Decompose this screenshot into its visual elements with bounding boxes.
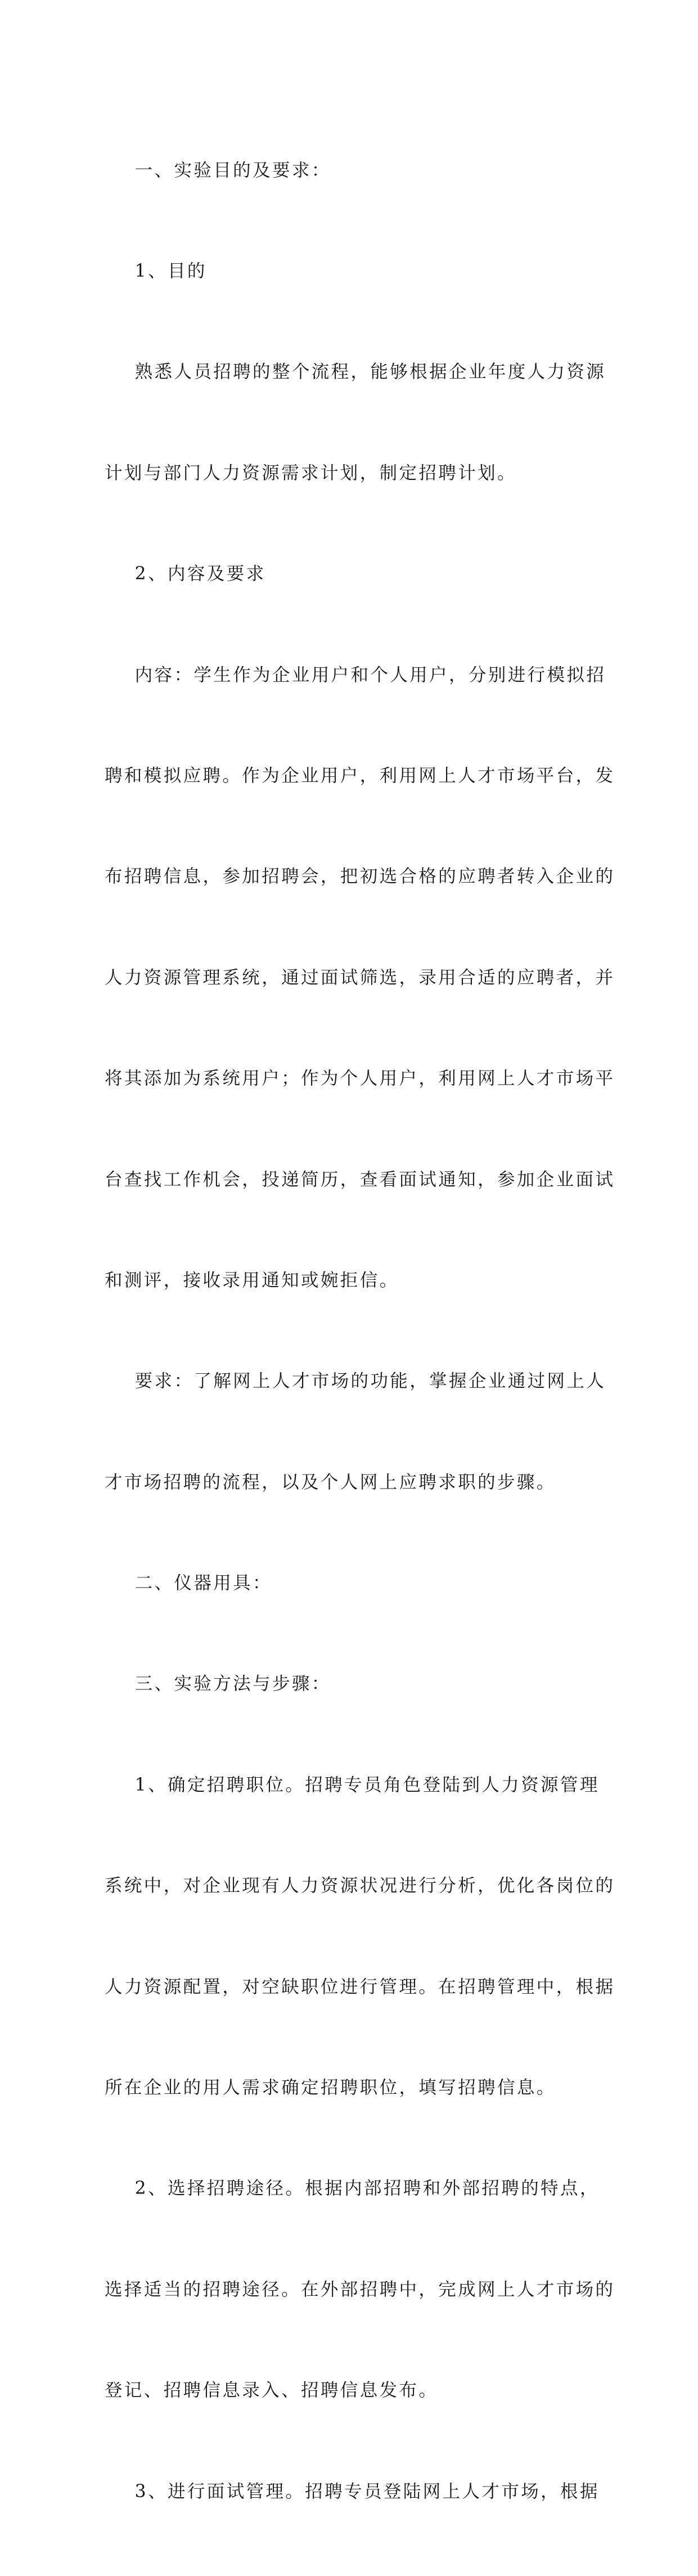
text-line: 1、确定招聘职位。招聘专员角色登陆到人力资源管理 bbox=[105, 1774, 600, 1795]
text-line: 一、实验目的及要求： bbox=[105, 160, 331, 181]
body-text bbox=[105, 87, 615, 2576]
text-line: 和测评，接收录用通知或婉拒信。 bbox=[105, 1270, 399, 1291]
text-line: 系统中，对企业现有人力资源状况进行分析，优化各岗位的 bbox=[105, 1876, 615, 1896]
text-line: 所在企业的用人需求确定招聘职位，填写招聘信息。 bbox=[105, 2078, 556, 2098]
text-line: 将其添加为系统用户；作为个人用户，利用网上人才市场平 bbox=[105, 1068, 615, 1089]
text-line: 布招聘信息，参加招聘会，把初选合格的应聘者转入企业的 bbox=[105, 866, 615, 887]
text-line: 2、内容及要求 bbox=[105, 564, 266, 585]
text-line: 1、目的 bbox=[105, 260, 207, 281]
text-line: 聘和模拟应聘。作为企业用户，利用网上人才市场平台，发 bbox=[105, 765, 615, 786]
text-line: 计划与部门人力资源需求计划，制定招聘计划。 bbox=[105, 462, 517, 483]
text-line: 内容：学生作为企业用户和个人用户，分别进行模拟招 bbox=[105, 664, 606, 685]
text-line: 台查找工作机会，投递简历，查看面试通知，参加企业面试 bbox=[105, 1169, 615, 1190]
text-line: 熟悉人员招聘的整个流程，能够根据企业年度人力资源 bbox=[105, 362, 606, 383]
text-line: 人力资源管理系统，通过面试筛选，录用合适的应聘者，并 bbox=[105, 967, 615, 988]
text-line: 人力资源配置，对空缺职位进行管理。在招聘管理中，根据 bbox=[105, 1976, 615, 1997]
text-line: 二、仪器用具： bbox=[105, 1573, 272, 1594]
text-line: 三、实验方法与步骤： bbox=[105, 1674, 331, 1694]
text-line: 才市场招聘的流程，以及个人网上应聘求职的步骤。 bbox=[105, 1472, 556, 1492]
text-line: 2、选择招聘途径。根据内部招聘和外部招聘的特点， bbox=[105, 2178, 600, 2199]
text-line: 3、进行面试管理。招聘专员登陆网上人才市场，根据 bbox=[105, 2481, 600, 2502]
text-line: 要求：了解网上人才市场的功能，掌握企业通过网上人 bbox=[105, 1371, 606, 1392]
text-line: 登记、招聘信息录入、招聘信息发布。 bbox=[105, 2380, 439, 2401]
text-line: 选择适当的招聘途径。在外部招聘中，完成网上人才市场的 bbox=[105, 2279, 615, 2300]
